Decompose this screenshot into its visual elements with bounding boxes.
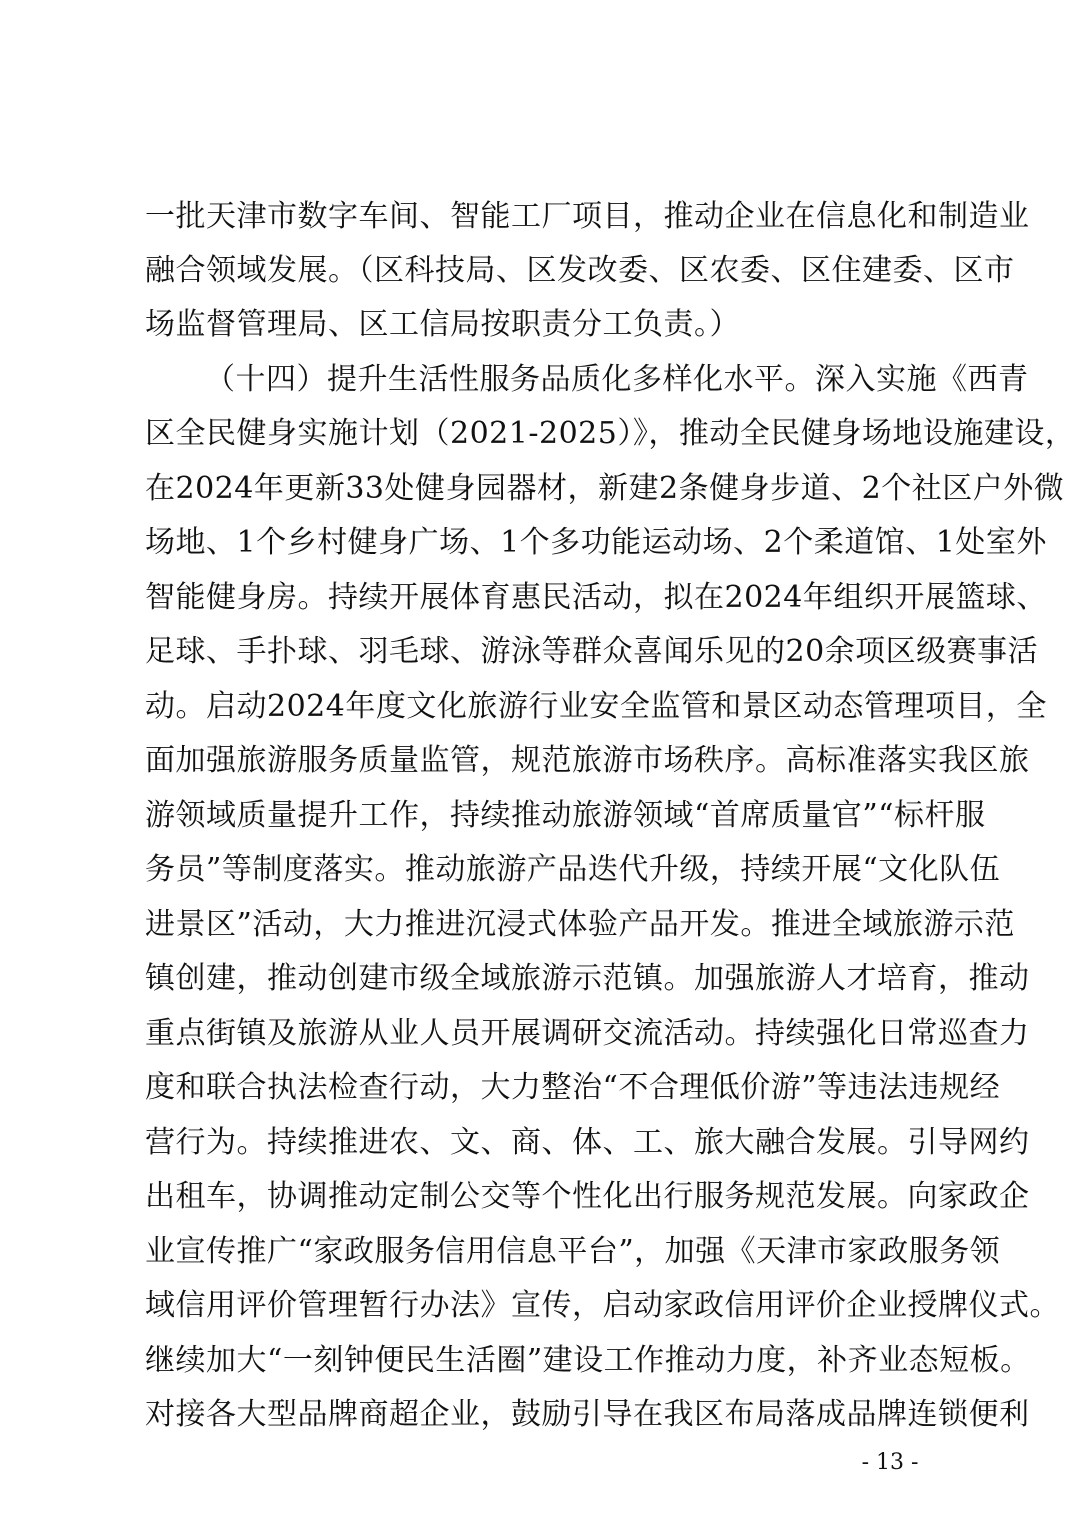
- text-line: 营行为。持续推进农、文、商、体、工、旅大融合发展。引导网约: [145, 1125, 1030, 1160]
- text-line: 场监督管理局、区工信局按职责分工负责。）: [145, 307, 740, 342]
- text-line: 镇创建，推动创建市级全域旅游示范镇。加强旅游人才培育，推动: [145, 961, 1030, 996]
- text-line: 对接各大型品牌商超企业，鼓励引导在我区布局落成品牌连锁便利: [145, 1397, 1030, 1432]
- text-line: 游领域质量提升工作，持续推动旅游领域“首席质量官”“标杆服: [145, 798, 986, 833]
- text-line: 足球、手扑球、羽毛球、游泳等群众喜闻乐见的20余项区级赛事活: [145, 634, 1039, 669]
- text-line: 区全民健身实施计划（2021-2025）》，推动全民健身场地设施建设，: [145, 416, 1075, 451]
- text-line: 动。启动2024年度文化旅游行业安全监管和景区动态管理项目，全: [145, 689, 1047, 724]
- text-line: 智能健身房。持续开展体育惠民活动，拟在2024年组织开展篮球、: [145, 580, 1047, 615]
- text-line: 面加强旅游服务质量监管，规范旅游市场秩序。高标准落实我区旅: [145, 743, 1030, 778]
- text-line: 出租车，协调推动定制公交等个性化出行服务规范发展。向家政企: [145, 1179, 1030, 1214]
- section-heading-line: （十四）提升生活性服务品质化多样化水平。深入实施《西青: [205, 362, 1029, 397]
- page-number: - 13 -: [861, 1450, 919, 1475]
- text-line: 融合领域发展。（区科技局、区发改委、区农委、区住建委、区市: [145, 253, 1015, 288]
- text-line: 业宣传推广“家政服务信用信息平台”，加强《天津市家政服务领: [145, 1234, 1001, 1269]
- text-line: 场地、1个乡村健身广场、1个多功能运动场、2个柔道馆、1处室外: [145, 525, 1047, 560]
- text-line: 继续加大“一刻钟便民生活圈”建设工作推动力度，补齐业态短板。: [145, 1343, 1031, 1378]
- text-line: 务员”等制度落实。推动旅游产品迭代升级，持续开展“文化队伍: [145, 852, 1001, 887]
- text-line: 进景区”活动，大力推进沉浸式体验产品开发。推进全域旅游示范: [145, 907, 1015, 942]
- text-line: 一批天津市数字车间、智能工厂项目，推动企业在信息化和制造业: [145, 199, 1030, 234]
- text-line: 重点街镇及旅游从业人员开展调研交流活动。持续强化日常巡查力: [145, 1016, 1030, 1051]
- text-line: 域信用评价管理暂行办法》宣传，启动家政信用评价企业授牌仪式。: [145, 1288, 1060, 1323]
- text-line: 在2024年更新33处健身园器材，新建2条健身步道、2个社区户外微: [145, 471, 1065, 506]
- text-line: 度和联合执法检查行动，大力整治“不合理低价游”等违法违规经: [145, 1070, 1001, 1105]
